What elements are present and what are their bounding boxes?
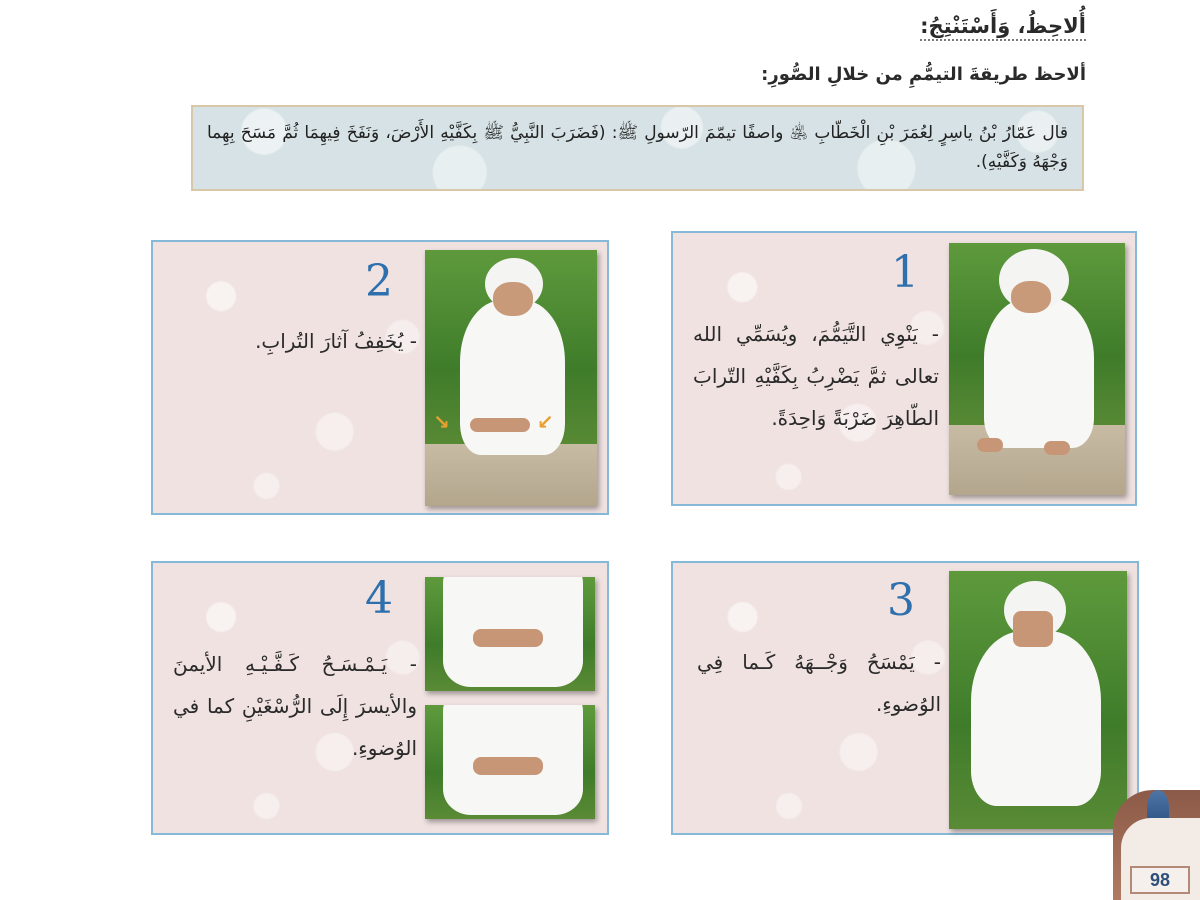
step-3-text: - يَمْسَحُ وَجْــهَهُ كَـما فِي الوُضوءِ. xyxy=(697,650,941,716)
step-card-4 xyxy=(151,561,609,835)
step-3-photo xyxy=(949,571,1127,829)
step-2-photo: ↘ ↙ xyxy=(425,250,597,506)
step-1-number: 1 xyxy=(891,247,919,298)
step-3-number: 3 xyxy=(887,575,915,626)
step-1-photo xyxy=(949,243,1125,495)
step-card-2 xyxy=(151,240,609,515)
step-4-photo-bottom xyxy=(425,705,595,819)
instruction-text: ألاحظ طريقةَ التيمُّمِ من خلالِ الصُّورِ: xyxy=(761,64,1086,85)
page-number: 98 xyxy=(1130,866,1190,894)
step-1-text: - يَنْوِي التَّيَمُّمَ، ويُسَمِّي الله تعالى ثمَّ يَضْرِبُ بِكَفَّيْهِ التّرابَ الطّاهِرَ ضَرْبَةً وَاحِدَةً. xyxy=(693,322,939,430)
step-4-text: - يَـمْـسَـحُ كَـفَّـيْـهِ الأيمنَ والأيسرَ إِلَى الرُّسْغَيْنِ كما في الوُضوءِ. xyxy=(173,652,417,760)
section-title: أُلاحِظُ، وَأَسْتَنْتِجُ: xyxy=(920,14,1086,41)
hadith-box xyxy=(191,105,1084,191)
step-2-text: - يُخَفِفُ آثارَ التُرابِ. xyxy=(255,329,417,353)
step-card-1 xyxy=(671,231,1137,506)
step-4-photo-top xyxy=(425,577,595,691)
step-2-number: 2 xyxy=(365,256,393,307)
hadith-text: قال عَمّارُ بْنُ ياسِرٍ لِعُمَرَ بْنِ الْخَطّابِ ﵁ واصفًا تيمّمَ الرّسولِ ﷺ: (فَضَرَبَ النَّبِيُّ ﷺ بِكَفَّيْهِ الأَرْضَ، وَنَفَخَ فِيهِمَا ثُمَّ مَسَحَ بِهِما وَجْهَهُ وَكَفَّيْهِ). xyxy=(207,123,1068,172)
step-card-3 xyxy=(671,561,1139,835)
step-4-number: 4 xyxy=(365,573,393,624)
